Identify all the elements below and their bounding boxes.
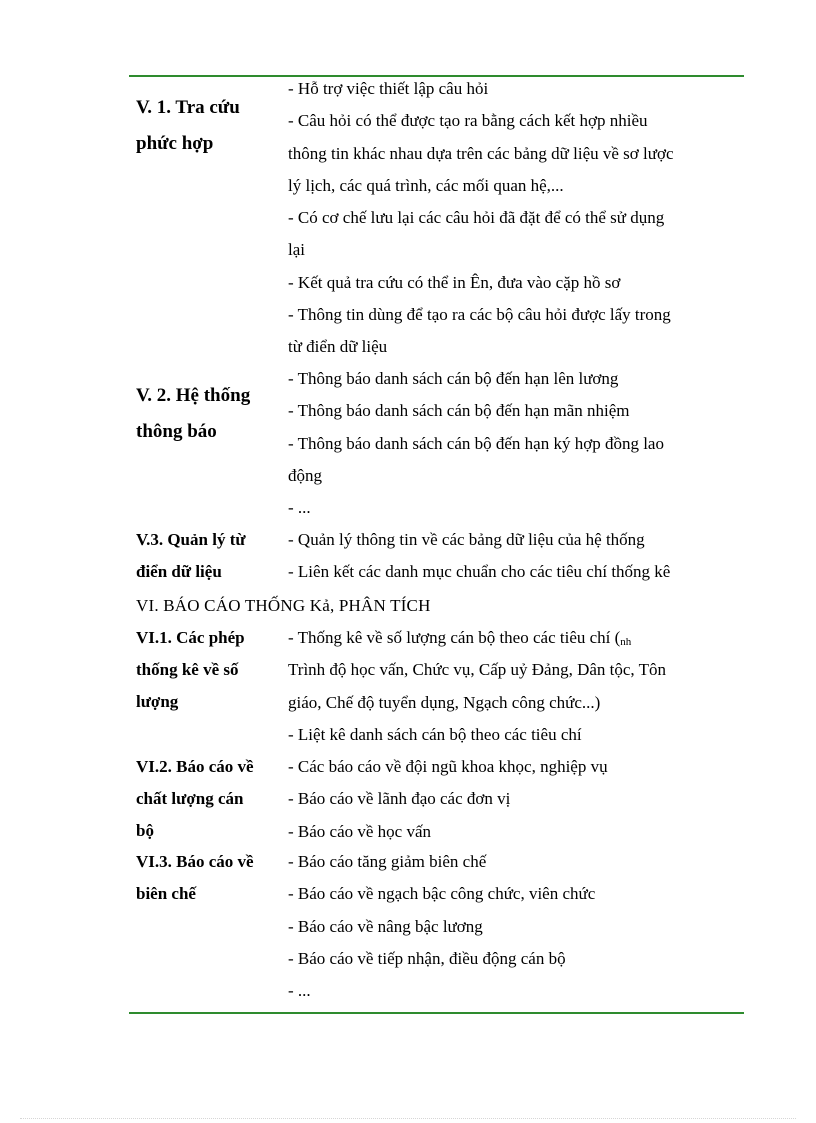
list-item <box>288 622 744 654</box>
v1-content <box>288 73 744 364</box>
list-item: - Liệt kê danh sách cán bộ theo các tiêu chí <box>288 724 582 744</box>
heading-vi2-line1: VI.2. Báo cáo về <box>136 757 254 776</box>
list-item: - ... <box>288 498 311 518</box>
list-item: - Liên kết các danh mục chuẩn cho các tiêu chí thống kê <box>288 562 671 582</box>
heading-v3-line1: V.3. Quản lý từ <box>136 530 246 549</box>
heading-vi2-line2: chất lượng cán <box>136 789 244 808</box>
heading-v1-line1: V. 1. Tra cứu <box>136 97 240 118</box>
list-item: thông tin khác nhau dựa trên các bảng dữ liệu về sơ lược <box>288 143 674 163</box>
heading-vi1-line1: VI.1. Các phép <box>136 628 245 647</box>
vi2-content <box>288 751 744 848</box>
list-item: lại <box>288 240 305 260</box>
heading-v2-line1: V. 2. Hệ thống <box>136 385 251 406</box>
v3-content <box>288 524 744 589</box>
list-item: - Báo cáo về lãnh đạo các đơn vị <box>288 789 511 809</box>
heading-v3 <box>136 524 284 588</box>
list-item: từ điển dữ liệu <box>288 337 388 357</box>
heading-v2-line2: thông báo <box>136 421 217 442</box>
list-item: - Thông báo danh sách cán bộ đến hạn mãn nhiệm <box>288 401 630 421</box>
list-item-text: - Thống kê về số lượng cán bộ theo các tiêu chí ( <box>288 628 621 647</box>
heading-v1-line2: phức hợp <box>136 133 214 154</box>
list-item: - Báo cáo về nâng bậc lương <box>288 916 483 936</box>
list-item: - Hỗ trợ việc thiết lập câu hỏi <box>288 79 489 98</box>
list-item: - Quản lý thông tin về các bảng dữ liệu của hệ thống <box>288 530 645 549</box>
list-item: - Có cơ chế lưu lại các câu hỏi đã đặt để có thể sử dụng <box>288 208 665 228</box>
list-item: - Câu hỏi có thể được tạo ra bằng cách kết hợp nhiều <box>288 111 648 131</box>
section-vi-title: VI. BÁO CÁO THỐNG Kả, PHÂN TÍCH <box>136 596 431 615</box>
heading-v3-line2: điển dữ liệu <box>136 562 222 581</box>
list-item: - ... <box>288 981 311 1001</box>
list-item: - Báo cáo về tiếp nhận, điều động cán bộ <box>288 948 566 968</box>
list-item: Trình độ học vấn, Chức vụ, Cấp uỷ Đảng, Dân tộc, Tôn <box>288 660 666 680</box>
list-item: giáo, Chế độ tuyển dụng, Ngạch công chức...) <box>288 692 601 712</box>
heading-vi1-line3: lượng <box>136 692 179 711</box>
list-item: - Kết quả tra cứu có thể in Ên, đưa vào cặp hồ sơ <box>288 272 621 292</box>
heading-vi3-line1: VI.3. Báo cáo về <box>136 852 254 871</box>
list-item: lý lịch, các quá trình, các mối quan hệ,... <box>288 175 564 195</box>
heading-v2 <box>136 378 284 450</box>
list-item: - Thông báo danh sách cán bộ đến hạn ký hợp đồng lao <box>288 433 664 453</box>
list-item: - Thông báo danh sách cán bộ đến hạn lên lương <box>288 369 619 388</box>
heading-vi2-line3: bộ <box>136 821 154 840</box>
heading-vi1 <box>136 622 284 718</box>
list-item-subscript: nh <box>620 636 632 648</box>
vi1-content <box>288 622 744 751</box>
list-item: - Thông tin dùng để tạo ra các bộ câu hỏi được lấy trong <box>288 305 671 325</box>
list-item: - Các báo cáo về đội ngũ khoa khọc, nghiệp vụ <box>288 757 608 776</box>
list-item: - Báo cáo về học vấn <box>288 821 432 841</box>
list-item: - Báo cáo tăng giảm biên chế <box>288 852 487 871</box>
heading-v1 <box>136 90 284 162</box>
vi3-content <box>288 846 744 1007</box>
list-item: động <box>288 465 322 485</box>
heading-vi2 <box>136 751 284 847</box>
heading-vi1-line2: thống kê về số <box>136 660 239 679</box>
heading-vi3 <box>136 846 284 910</box>
heading-vi3-line2: biên chế <box>136 884 196 903</box>
page-footer-divider <box>20 1118 796 1119</box>
v2-content <box>288 363 744 524</box>
list-item: - Báo cáo về ngạch bậc công chức, viên chức <box>288 884 596 904</box>
table-bottom-rule <box>129 1012 744 1014</box>
